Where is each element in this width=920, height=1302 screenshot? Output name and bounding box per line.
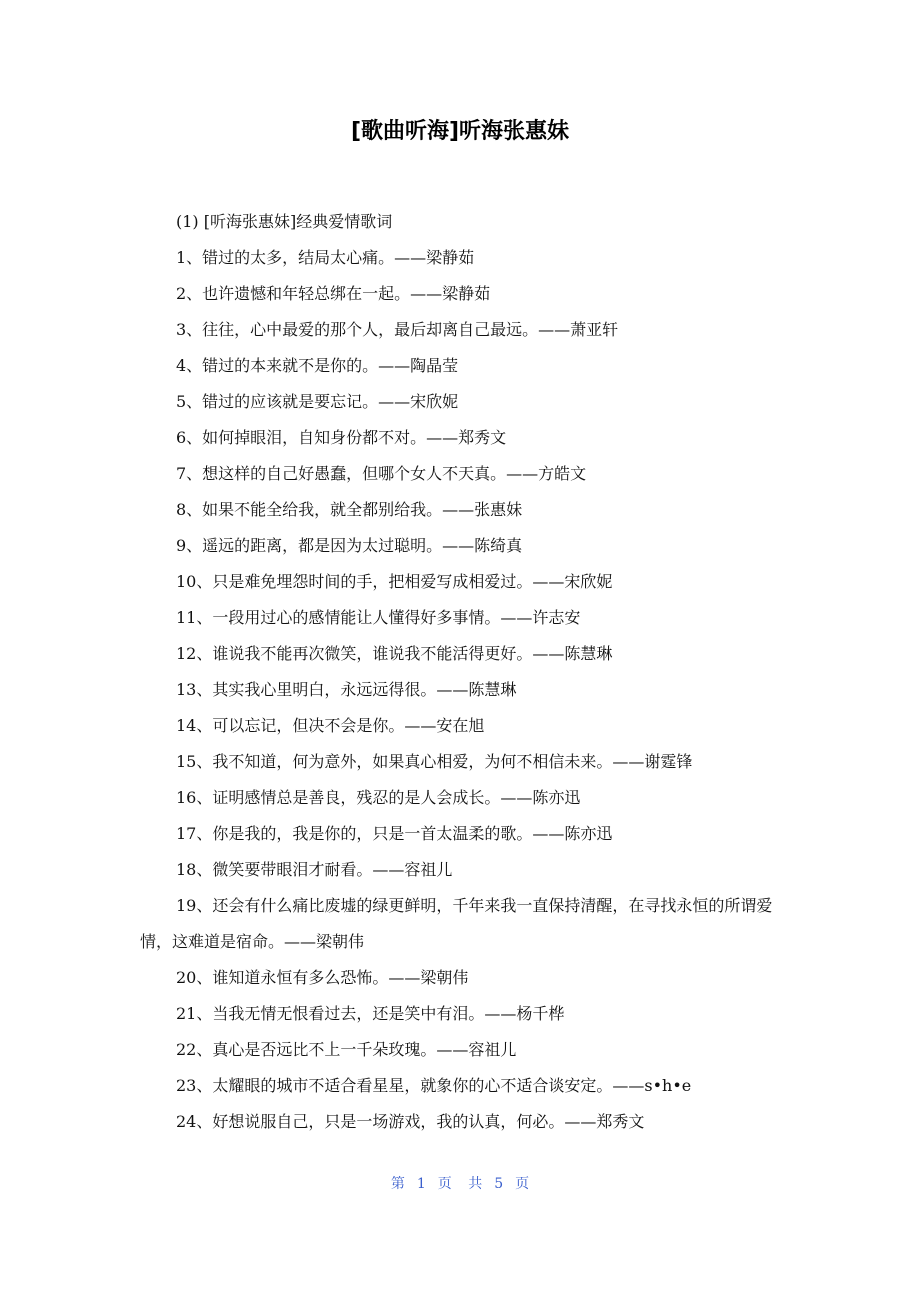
footer-page-number: 1 bbox=[416, 1176, 426, 1192]
lyric-line: 13、其实我心里明白，永远远得很。——陈慧琳 bbox=[176, 680, 517, 699]
lyric-line: 15、我不知道，何为意外，如果真心相爱，为何不相信未来。——谢霆锋 bbox=[176, 752, 693, 771]
document-title: [歌曲听海]听海张惠妹 bbox=[350, 119, 570, 144]
page-footer bbox=[0, 1173, 920, 1193]
lyric-line: 21、当我无情无恨看过去，还是笑中有泪。——杨千桦 bbox=[176, 1004, 565, 1023]
lyric-line: 20、谁知道永恒有多么恐怖。——梁朝伟 bbox=[176, 968, 469, 987]
lyric-line: 16、证明感情总是善良，残忍的是人会成长。——陈亦迅 bbox=[176, 788, 581, 807]
lyric-line: 11、一段用过心的感情能让人懂得好多事情。——许志安 bbox=[176, 608, 581, 627]
footer-total-pages: 5 bbox=[494, 1176, 504, 1192]
lyric-line: 18、微笑要带眼泪才耐看。——容祖儿 bbox=[176, 860, 453, 879]
lyric-line: 10、只是难免埋怨时间的手，把相爱写成相爱过。——宋欣妮 bbox=[176, 572, 613, 591]
lyric-line: 6、如何掉眼泪，自知身份都不对。——郑秀文 bbox=[176, 428, 507, 447]
section-heading: (1) [听海张惠妹]经典爱情歌词 bbox=[176, 212, 393, 231]
document-body bbox=[140, 204, 780, 1140]
lyric-line: 19、还会有什么痛比废墟的绿更鲜明，千年来我一直保持清醒，在寻找永恒的所谓爱情，这难道是宿命。——梁朝伟 bbox=[140, 896, 773, 951]
lyric-line: 17、你是我的，我是你的，只是一首太温柔的歌。——陈亦迅 bbox=[176, 824, 613, 843]
lyric-line: 5、错过的应该就是要忘记。——宋欣妮 bbox=[176, 392, 459, 411]
lyric-line: 23、太耀眼的城市不适合看星星，就象你的心不适合谈安定。——s•h•e bbox=[176, 1076, 692, 1095]
lyric-line: 2、也许遗憾和年轻总绑在一起。——梁静茹 bbox=[176, 284, 491, 303]
lyric-line: 1、错过的太多，结局太心痛。——梁静茹 bbox=[176, 248, 475, 267]
lyric-line: 24、好想说服自己，只是一场游戏，我的认真，何必。——郑秀文 bbox=[176, 1112, 645, 1131]
lyric-line: 22、真心是否远比不上一千朵玫瑰。——容祖儿 bbox=[176, 1040, 517, 1059]
footer-page-suffix: 页 bbox=[515, 1176, 530, 1192]
footer-page-label: 第 bbox=[390, 1176, 405, 1192]
lyric-line: 4、错过的本来就不是你的。——陶晶莹 bbox=[176, 356, 459, 375]
lyric-line: 8、如果不能全给我，就全都别给我。——张惠妹 bbox=[176, 500, 523, 519]
lyric-line: 12、谁说我不能再次微笑，谁说我不能活得更好。——陈慧琳 bbox=[176, 644, 613, 663]
lyric-line: 3、往往，心中最爱的那个人，最后却离自己最远。——萧亚轩 bbox=[176, 320, 619, 339]
footer-page-of: 页 共 bbox=[437, 1176, 483, 1192]
lyric-line: 7、想这样的自己好愚蠢，但哪个女人不天真。——方皓文 bbox=[176, 464, 587, 483]
lyric-line: 9、遥远的距离，都是因为太过聪明。——陈绮真 bbox=[176, 536, 523, 555]
lyric-line: 14、可以忘记，但决不会是你。——安在旭 bbox=[176, 716, 485, 735]
